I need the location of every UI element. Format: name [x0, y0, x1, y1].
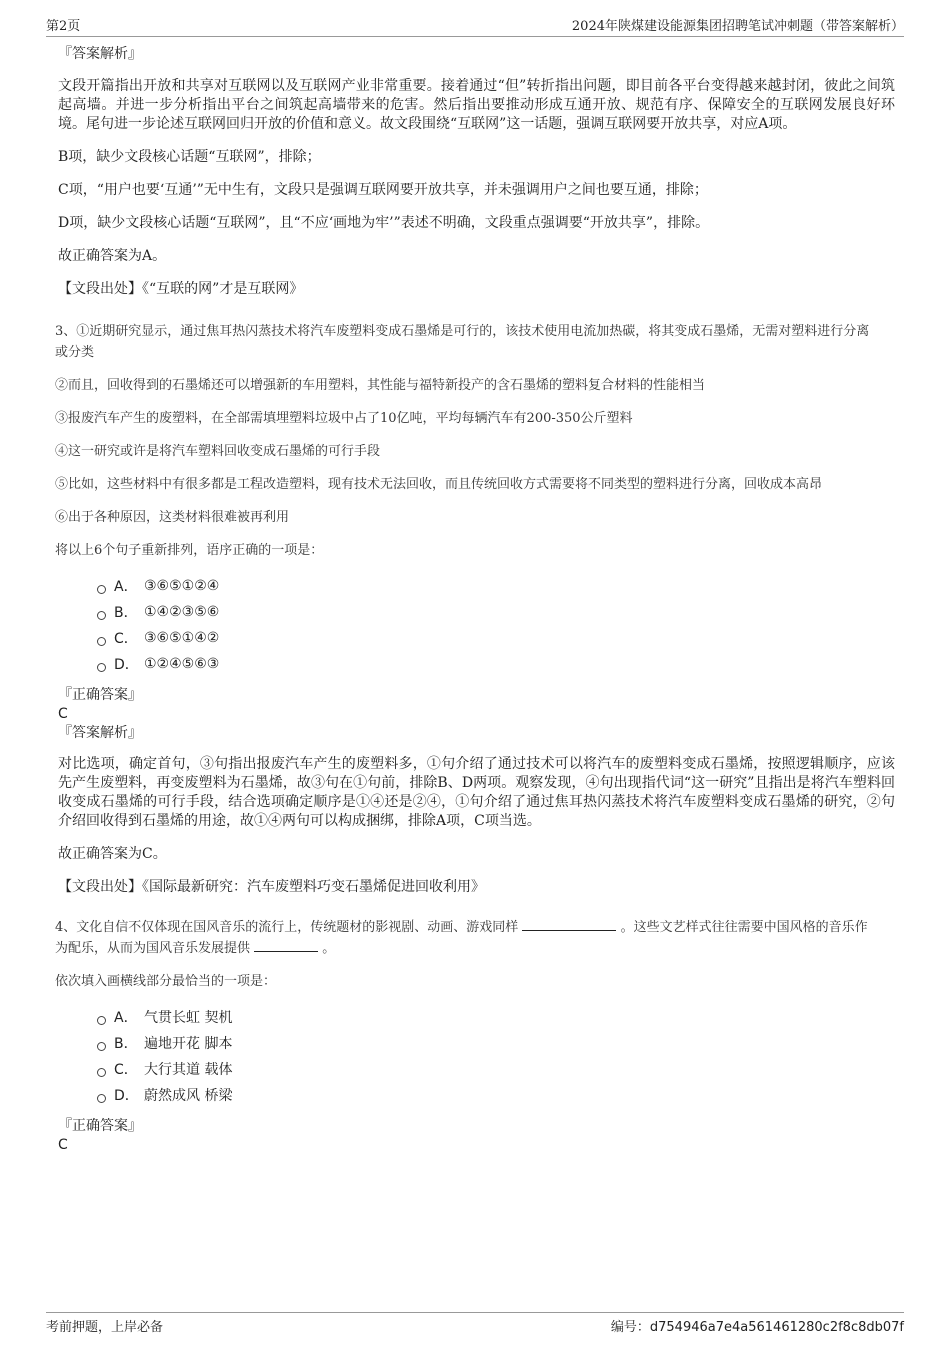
option-letter: A．	[114, 579, 138, 595]
q4-stem-line1	[55, 917, 895, 938]
q4-stem-line2a: 为配乐，从而为国风音乐发展提供	[55, 941, 251, 956]
q4-prompt: 依次填入画横线部分最恰当的一项是：	[55, 974, 277, 989]
footer-code-label: 编号：	[610, 1320, 650, 1335]
option-text: ③⑥⑤①②④	[144, 578, 220, 594]
q3-sentence-3: ③报废汽车产生的废塑料，在全部需填埋塑料垃圾中占了10亿吨，平均每辆汽车有200-350公斤塑料	[55, 411, 633, 426]
option-letter: A．	[114, 1010, 138, 1026]
option-text: ③⑥⑤①④②	[144, 630, 220, 646]
page-content	[55, 44, 895, 1154]
radio-button[interactable]	[97, 1094, 106, 1103]
option-text: 遍地开花 脚本	[144, 1036, 233, 1052]
option-letter: D．	[114, 657, 139, 673]
q2-conclusion: 故正确答案为A。	[58, 248, 167, 264]
option-letter: B．	[114, 1036, 138, 1052]
option-text: 蔚然成风 桥梁	[144, 1088, 233, 1104]
option-text: 气贯长虹 契机	[144, 1010, 233, 1026]
q3-options	[97, 573, 895, 677]
q3-option-b[interactable]	[97, 599, 895, 625]
q4-option-c[interactable]	[97, 1056, 895, 1082]
q3-block	[55, 321, 895, 897]
q3-answer-label: 『正确答案』	[58, 687, 142, 703]
option-text: ①④②③⑤⑥	[144, 604, 220, 620]
fill-blank-1[interactable]	[522, 918, 616, 931]
q3-stem-line1: 3、①近期研究显示，通过焦耳热闪蒸技术将汽车废塑料变成石墨烯是可行的，该技术使用电流加热碳，将其变成石墨烯，无需对塑料进行分离	[55, 324, 870, 339]
option-text: ①②④⑤⑥③	[144, 656, 220, 672]
footer-code-wrap	[611, 1316, 904, 1335]
radio-button[interactable]	[97, 663, 106, 672]
q3-analysis-label: 『答案解析』	[58, 725, 142, 741]
radio-button[interactable]	[97, 1068, 106, 1077]
q4-stem-line2	[55, 938, 895, 959]
q3-sentence-4: ④这一研究或许是将汽车塑料回收变成石墨烯的可行手段	[55, 444, 381, 459]
document-title: 2024年陕煤建设能源集团招聘笔试冲刺题（带答案解析）	[571, 19, 904, 34]
page-number: 第2页	[46, 19, 81, 34]
q3-sentence-2: ②而且，回收得到的石墨烯还可以增强新的车用塑料，其性能与福特新投产的含石墨烯的塑料复合材料的性能相当	[55, 378, 706, 393]
q3-source: 【文段出处】《国际最新研究：汽车废塑料巧变石墨烯促进回收利用》	[58, 879, 485, 895]
q3-sentence-5: ⑤比如，这些材料中有很多都是工程改造塑料，现有技术无法回收，而且传统回收方式需要将不同类型的塑料进行分离，回收成本高昂	[55, 477, 823, 492]
q3-conclusion: 故正确答案为C。	[58, 846, 167, 862]
q2-option-b-note: B项，缺少文段核心话题“互联网”，排除；	[58, 149, 321, 165]
q3-option-c[interactable]	[97, 625, 895, 651]
option-letter: D．	[114, 1088, 139, 1104]
q3-answer: C	[58, 706, 68, 722]
q4-options	[97, 1004, 895, 1108]
radio-button[interactable]	[97, 611, 106, 620]
q3-option-d[interactable]	[97, 651, 895, 677]
q3-option-a[interactable]	[97, 573, 895, 599]
q4-block	[55, 917, 895, 1154]
radio-button[interactable]	[97, 1042, 106, 1051]
q4-option-b[interactable]	[97, 1030, 895, 1056]
radio-button[interactable]	[97, 585, 106, 594]
fill-blank-2[interactable]	[254, 939, 318, 952]
q2-option-c-note: C项，“用户也要‘互通’”无中生有，文段只是强调互联网要开放共享，并未强调用户之间也要互通，排除；	[58, 182, 708, 198]
q4-stem-line2b: 。	[322, 941, 336, 956]
q4-answer: C	[58, 1137, 68, 1153]
q4-answer-label: 『正确答案』	[58, 1118, 142, 1134]
page-footer	[46, 1312, 904, 1335]
q2-source: 【文段出处】《“互联的网”才是互联网》	[58, 281, 304, 297]
q4-option-a[interactable]	[97, 1004, 895, 1030]
q2-analysis-text: 文段开篇指出开放和共享对互联网以及互联网产业非常重要。接着通过“但”转折指出问题，即目前各平台变得越来越封闭，彼此之间筑起高墙。并进一步分析指出平台之间筑起高墙带来的危害。然后指出要推动形成互通开放、规范有序、保障安全的互联网发展良好环境。尾句进一步论述互联网回归开放的价值和意义。故文段围绕“互联网”这一话题，强调互联网要开放共享，对应A项。	[58, 78, 895, 132]
option-letter: C．	[114, 1062, 138, 1078]
q3-stem-line2: 或分类	[55, 345, 95, 360]
radio-button[interactable]	[97, 1016, 106, 1025]
option-text: 大行其道 载体	[144, 1062, 233, 1078]
page-header	[46, 14, 904, 37]
q3-analysis-text: 对比选项，确定首句，③句指出报废汽车产生的废塑料多，①句介绍了通过技术可以将汽车的废塑料变成石墨烯，按照逻辑顺序，应该先产生废塑料，再变废塑料为石墨烯，故③句在①句前，排除B、D两项。观察发现，④句出现指代词“这一研究”且指出是将汽车塑料回收变成石墨烯的可行手段，结合选项确定顺序是①④还是②④，①句介绍了通过焦耳热闪蒸技术将汽车废塑料变成石墨烯的研究，②句介绍回收得到石墨烯的用途，故①④两句可以构成捆绑，排除A项，C项当选。	[58, 756, 895, 829]
q4-stem-part2: 。这些文艺样式往往需要中国风格的音乐作	[620, 920, 868, 935]
q4-option-d[interactable]	[97, 1082, 895, 1108]
option-letter: C．	[114, 631, 138, 647]
q3-prompt: 将以上6个句子重新排列，语序正确的一项是：	[55, 543, 324, 558]
q4-stem-part1: 4、文化自信不仅体现在国风音乐的流行上，传统题材的影视剧、动画、游戏同样	[55, 920, 519, 935]
footer-code: d754946a7e4a561461280c2f8c8db07f	[649, 1320, 904, 1335]
q2-analysis-label: 『答案解析』	[58, 46, 142, 62]
q2-option-d-note: D项，缺少文段核心话题“互联网”，且“不应‘画地为牢’”表述不明确，文段重点强调要“开放共享”，排除。	[58, 215, 710, 231]
footer-slogan: 考前押题，上岸必备	[46, 1320, 164, 1335]
option-letter: B．	[114, 605, 138, 621]
q3-sentence-6: ⑥出于各种原因，这类材料很难被再利用	[55, 510, 290, 525]
radio-button[interactable]	[97, 637, 106, 646]
